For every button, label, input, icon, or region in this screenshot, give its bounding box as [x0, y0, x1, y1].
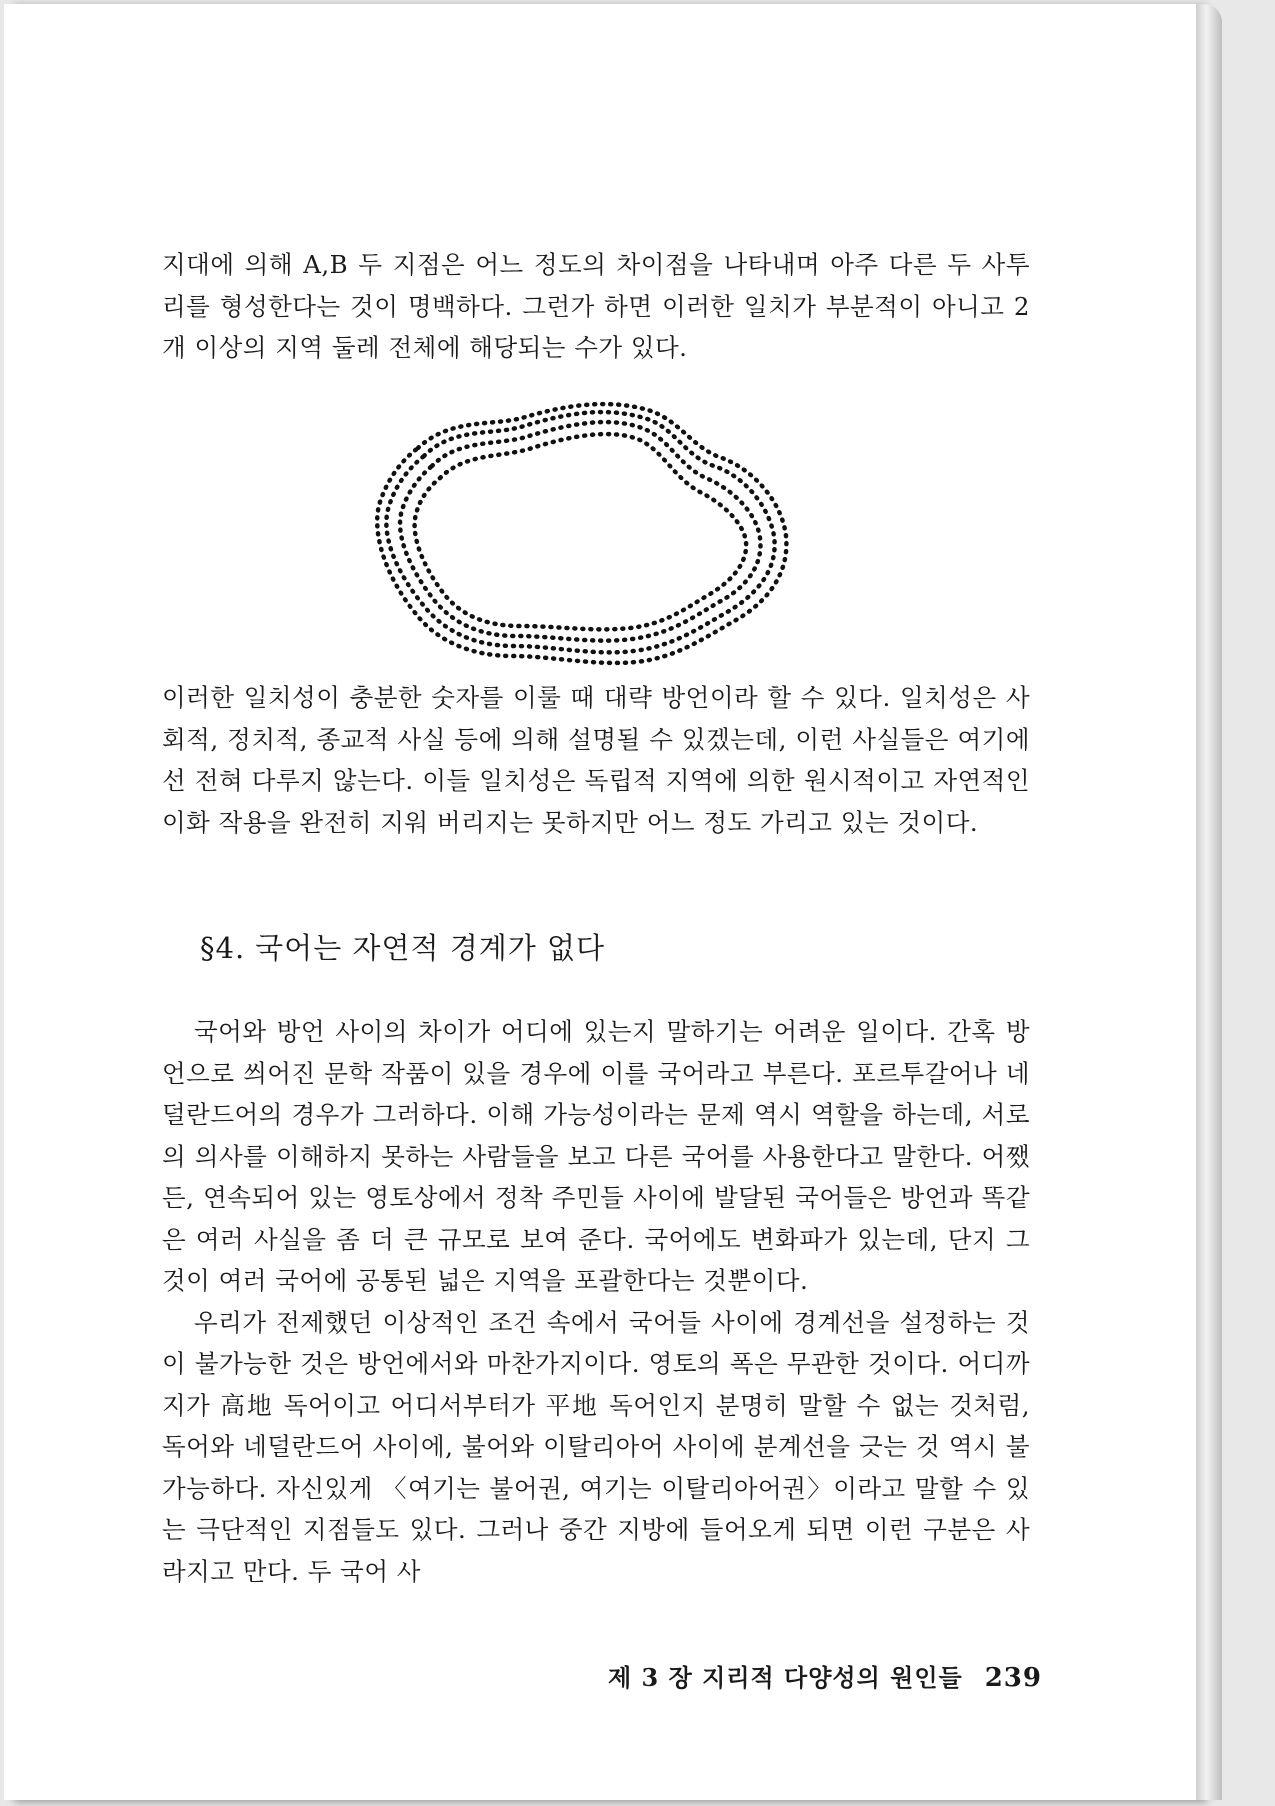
- page-edge: [1196, 4, 1222, 1800]
- document-page: [4, 4, 1197, 1800]
- isogloss-line: [377, 404, 786, 663]
- paragraph: 이러한 일치성이 충분한 숫자를 이룰 때 대략 방언이라 할 수 있다. 일치성은 사회적, 정치적, 종교적 사실 등에 의해 설명될 수 있겠는데, 이런 사실들은 여기에선 전혀 다루지 않는다. 이들 일치성은 독립적 지역에 의한 원시적이고 자연적인 이화 작용을 완전히 지워 버리지는 못하지만 어느 정도 가리고 있는 것이다.: [162, 683, 1030, 837]
- isogloss-line: [400, 422, 760, 641]
- dialect-boundary-figure: [374, 396, 794, 676]
- paragraph: 지대에 의해 A,B 두 지점은 어느 정도의 차이점을 나타내며 아주 다른 두 사투리를 형성한다는 것이 명백하다. 그런가 하면 이러한 일치가 부분적이 아니고 2개 이상의 지역 둘레 전체에 해당되는 수가 있다.: [162, 250, 1030, 362]
- running-header-chapter: 제 3 장 지리적 다양성의 원인들: [608, 1663, 963, 1692]
- isogloss-line: [415, 434, 747, 629]
- section-title: 국어는 자연적 경계가 없다: [255, 931, 605, 965]
- page-footer: [608, 1658, 1042, 1693]
- paragraph-block-bottom: [162, 1011, 1030, 1592]
- paragraph: 우리가 전제했던 이상적인 조건 속에서 국어들 사이에 경계선을 설정하는 것이 불가능한 것은 방언에서와 마찬가지이다. 영토의 폭은 무관한 것이다. 어디까지가 高地 독어이고 어디서부터가 平地 독어인지 분명히 말할 수 없는 것처럼, 독어와 네덜란드어 사이에, 불어와 이탈리아어 사이에 분계선을 긋는 것 역시 불가능하다. 자신있게 〈여기는 불어권, 여기는 이탈리아어권〉이라고 말할 수 있는 극단적인 지점들도 있다. 그러나 중간 지방에 들어오게 되면 이런 구분은 사라지고 만다. 두 국어 사: [162, 1307, 1030, 1586]
- isogloss-line: [386, 412, 774, 652]
- paragraph-block-middle: [162, 677, 1030, 843]
- paragraph: 국어와 방언 사이의 차이가 어디에 있는지 말하기는 어려운 일이다. 간혹 방언으로 씌어진 문학 작품이 있을 경우에 이를 국어라고 부른다. 포르투갈어나 네덜란드어의 경우가 그러하다. 이해 가능성이라는 문제 역시 역할을 하는데, 서로의 의사를 이해하지 못하는 사람들을 보고 다른 국어를 사용한다고 말한다. 어쨌든, 연속되어 있는 영토상에서 정착 주민들 사이에 발달된 국어들은 방언과 똑같은 여러 사실을 좀 더 큰 규모로 보여 준다. 국어에도 변화파가 있는데, 단지 그것이 여러 국어에 공통된 넓은 지역을 포괄한다는 것뿐이다.: [162, 1017, 1030, 1295]
- page-number: 239: [984, 1663, 1042, 1693]
- section-heading: [200, 926, 605, 967]
- section-number: §4.: [200, 931, 246, 965]
- paragraph-block-top: [162, 244, 1030, 369]
